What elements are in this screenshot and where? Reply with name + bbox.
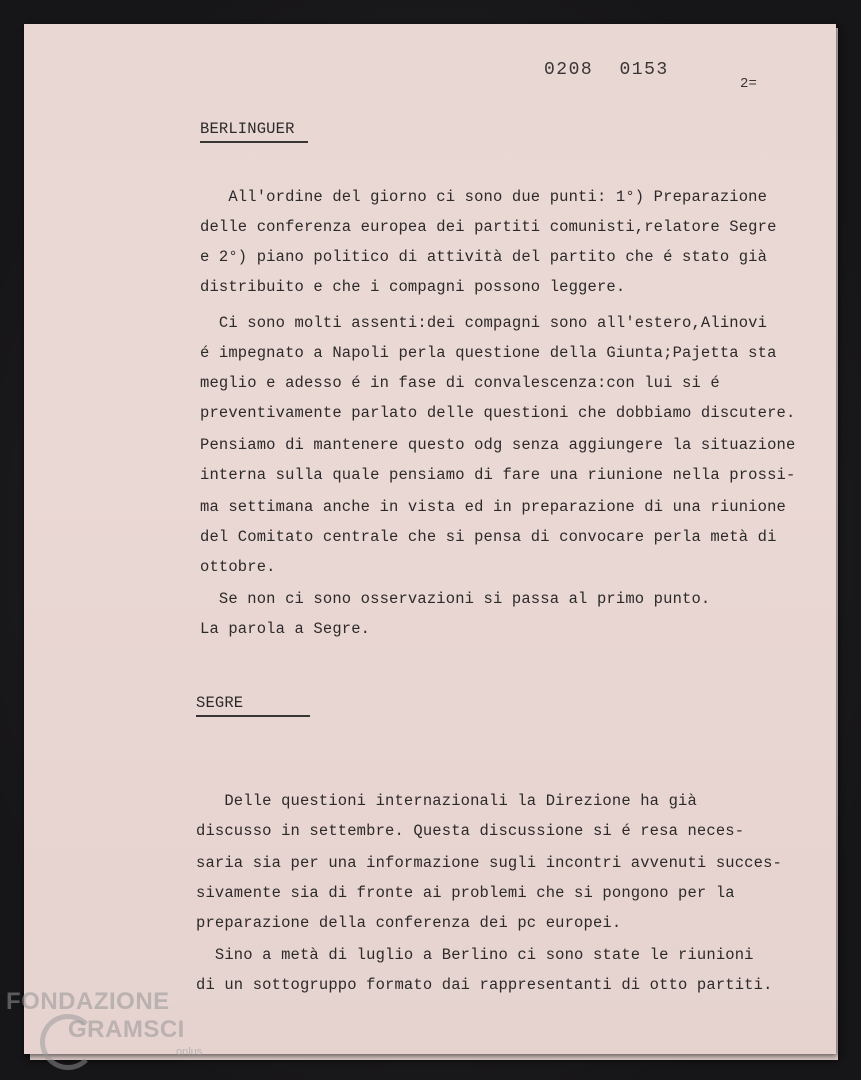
- text-line: saria sia per una informazione sugli incontri avvenuti succes-: [196, 854, 782, 872]
- text-line: Pensiamo di mantenere questo odg senza aggiungere la situazione: [200, 436, 796, 454]
- text-line: ottobre.: [200, 558, 276, 576]
- speaker-heading-berlinguer: [200, 120, 295, 138]
- speaker-heading-segre: [196, 694, 243, 712]
- text-line: Se non ci sono osservazioni si passa al primo punto.: [200, 590, 711, 608]
- watermark-line-2: GRAMSCI: [68, 1016, 185, 1043]
- watermark-line-1: FONDAZIONE: [6, 988, 170, 1015]
- text-line: Ci sono molti assenti:dei compagni sono all'estero,Alinovi: [200, 314, 768, 332]
- text-line: preventivamente parlato delle questioni che dobbiamo discutere.: [200, 404, 796, 422]
- text-line: meglio e adesso é in fase di convalescenza:con lui si é: [200, 374, 720, 392]
- text-line: di un sottogruppo formato dai rappresentanti di otto partiti.: [196, 976, 773, 994]
- text-line: La parola a Segre.: [200, 620, 371, 638]
- text-line: del Comitato centrale che si pensa di convocare perla metà di: [200, 528, 777, 546]
- watermark-line-3: onlus: [176, 1046, 203, 1058]
- page-number: 2=: [740, 76, 758, 92]
- text-line: discusso in settembre. Questa discussione si é resa neces-: [196, 822, 745, 840]
- text-line: delle conferenza europea dei partiti comunisti,relatore Segre: [200, 218, 777, 236]
- text-line: e 2°) piano politico di attività del partito che é stato già: [200, 248, 768, 266]
- heading-underline: [200, 141, 308, 143]
- document-page: [24, 24, 836, 1054]
- text-line: All'ordine del giorno ci sono due punti: 1°) Preparazione: [200, 188, 768, 206]
- text-line: interna sulla quale pensiamo di fare una riunione nella prossi-: [200, 466, 796, 484]
- text-line: ma settimana anche in vista ed in preparazione di una riunione: [200, 498, 786, 516]
- heading-underline: [196, 715, 310, 717]
- document-number: 0208 0153: [544, 60, 669, 80]
- text-line: é impegnato a Napoli perla questione della Giunta;Pajetta sta: [200, 344, 777, 362]
- text-line: preparazione della conferenza dei pc europei.: [196, 914, 622, 932]
- text-line: distribuito e che i compagni possono leggere.: [200, 278, 626, 296]
- text-line: sivamente sia di fronte ai problemi che si pongono per la: [196, 884, 735, 902]
- speaker-name: BERLINGUER: [200, 120, 295, 138]
- speaker-name: SEGRE: [196, 694, 244, 712]
- fondazione-gramsci-watermark: [6, 988, 216, 1078]
- text-line: Delle questioni internazionali la Direzione ha già: [196, 792, 697, 810]
- text-line: Sino a metà di luglio a Berlino ci sono state le riunioni: [196, 946, 754, 964]
